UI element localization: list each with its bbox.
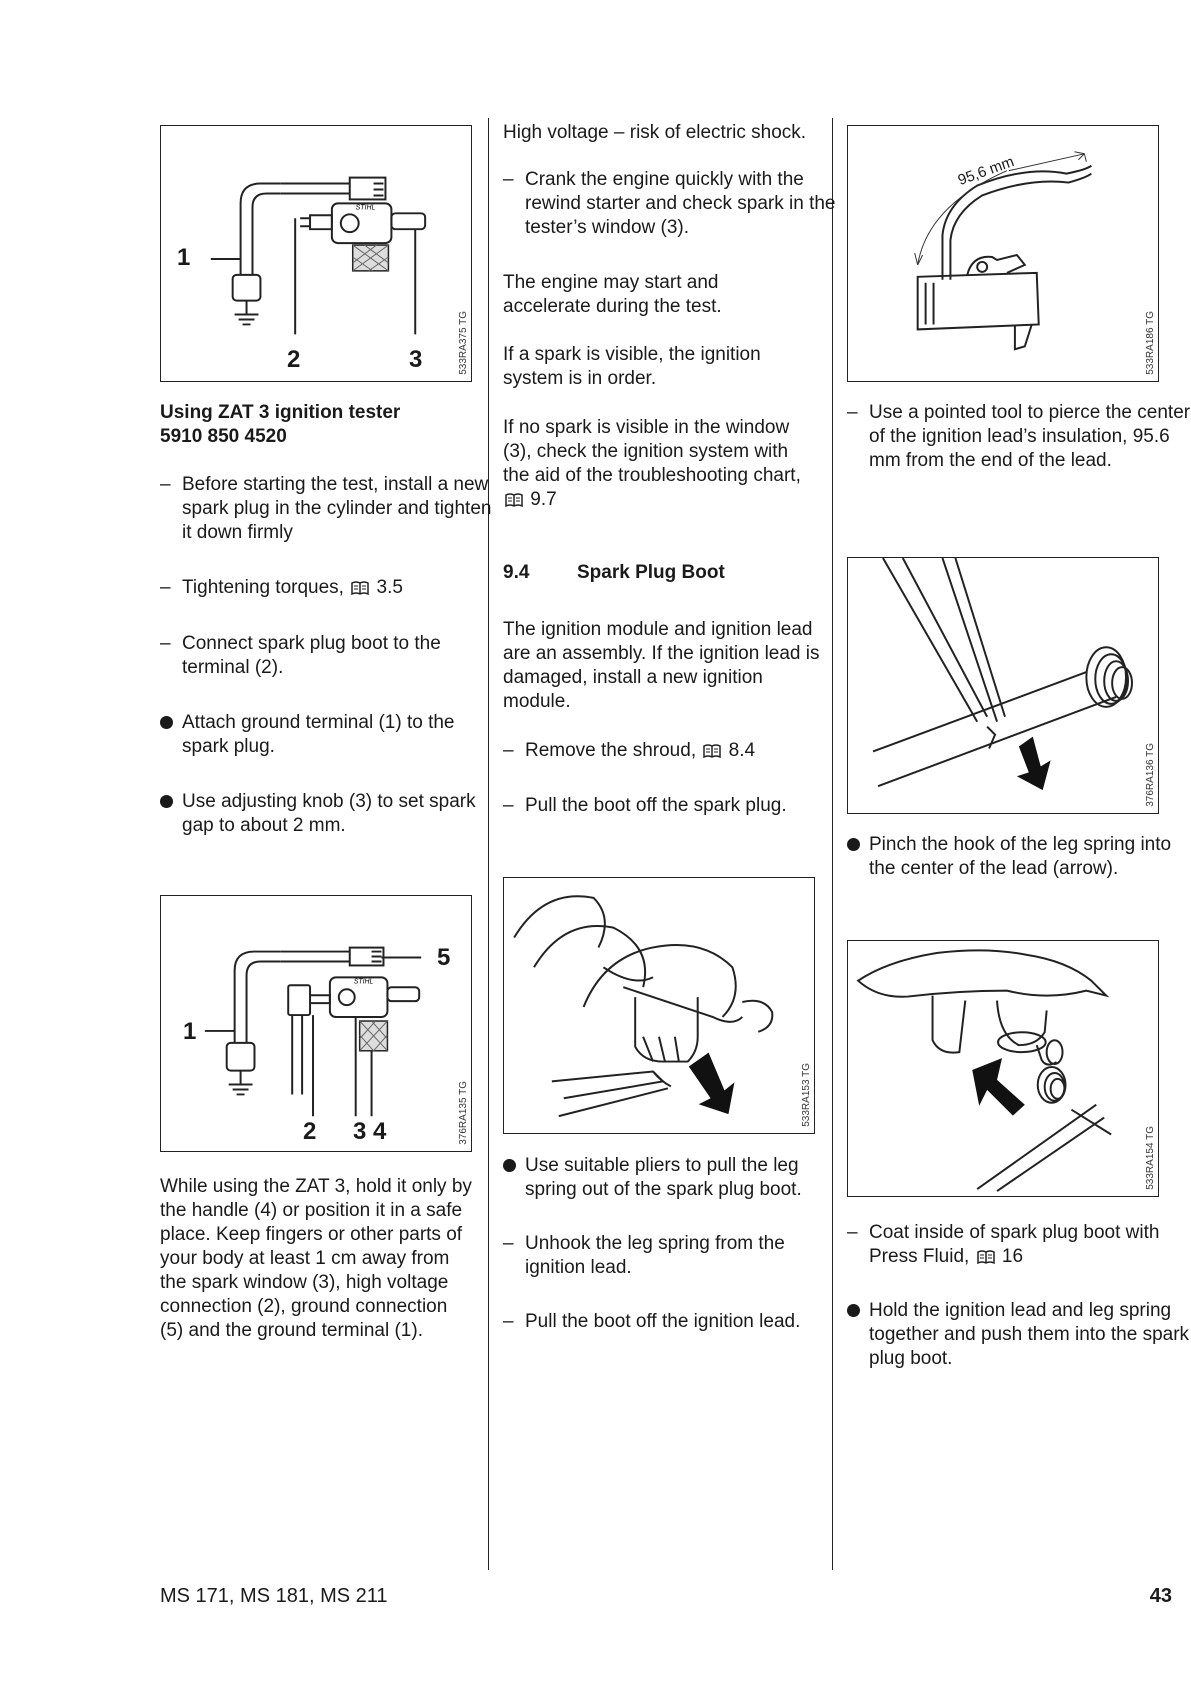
item-text: Pull the boot off the ignition lead. bbox=[525, 1311, 801, 1332]
instruction-item bbox=[847, 1221, 1191, 1269]
reference-number: 9.7 bbox=[530, 489, 557, 510]
zat3-handle-illustration bbox=[161, 896, 471, 1151]
figure-code: 376RA136 TG bbox=[1145, 743, 1156, 807]
instruction-item bbox=[160, 632, 497, 680]
instruction-item bbox=[847, 401, 1191, 473]
leg-spring-hook-illustration bbox=[848, 558, 1158, 813]
bullet-marker bbox=[847, 833, 860, 858]
callout-3: 3 bbox=[409, 346, 423, 373]
reference-number: 8.4 bbox=[728, 740, 756, 761]
item-text: Crank the engine quickly with the rewind starter and check spark in the tester’s window (3). bbox=[525, 169, 836, 238]
item-text: Hold the ignition lead and leg spring together and push them into the spark plug boot. bbox=[869, 1300, 1190, 1369]
book-reference-icon bbox=[703, 744, 721, 758]
figure-code: 533RA154 TG bbox=[1145, 1126, 1156, 1190]
figure-pliers-boot bbox=[503, 877, 815, 1134]
dash-marker: – bbox=[847, 1222, 858, 1243]
paragraph-text: If no spark is visible in the window (3), check the ignition system with the aid of the troubleshooting chart, bbox=[503, 417, 801, 486]
page-number: 43 bbox=[1149, 1585, 1172, 1607]
bullet-marker bbox=[503, 1154, 516, 1179]
callout-2: 2 bbox=[287, 346, 301, 373]
bullet-marker bbox=[160, 790, 173, 815]
item-text: Use a pointed tool to pierce the center of the ignition lead’s insulation, 95.6 mm from the end of the lead. bbox=[869, 402, 1191, 471]
shock-warning: High voltage – risk of electric shock. bbox=[503, 122, 807, 143]
figure-code: 376RA135 TG bbox=[458, 1081, 469, 1145]
reference-number: 3.5 bbox=[376, 577, 403, 598]
callout-5: 5 bbox=[437, 944, 451, 971]
svg-text:STIHL: STIHL bbox=[353, 978, 374, 986]
svg-text:.: . bbox=[692, 1086, 694, 1088]
book-reference-icon bbox=[977, 1250, 995, 1264]
footer-models: MS 171, MS 181, MS 211 bbox=[160, 1585, 388, 1607]
item-text: Remove the shroud, bbox=[525, 740, 697, 761]
dash-marker: – bbox=[503, 795, 514, 816]
item-text: Before starting the test, install a new spark plug in the cylinder and tighten it down firmly bbox=[182, 474, 492, 543]
tester-heading bbox=[160, 401, 475, 449]
figure-zat3-tester bbox=[160, 125, 472, 382]
reference-number: 16 bbox=[1001, 1246, 1024, 1267]
book-reference-icon bbox=[351, 581, 369, 595]
instruction-item bbox=[160, 790, 497, 838]
figure-code: 533RA186 TG bbox=[1145, 311, 1156, 375]
bullet-marker bbox=[160, 711, 173, 736]
section-heading bbox=[503, 561, 823, 585]
heading-line-2: 5910 850 4520 bbox=[160, 426, 287, 447]
item-text: Tightening torques, bbox=[182, 577, 344, 598]
callout-1: 1 bbox=[183, 1018, 197, 1045]
svg-text:STIHL: STIHL bbox=[355, 204, 376, 212]
figure-code: 533RA153 TG bbox=[801, 1063, 812, 1127]
callout-1: 1 bbox=[177, 244, 191, 271]
item-text: Unhook the leg spring from the ignition lead. bbox=[525, 1233, 785, 1278]
heading-line-1: Using ZAT 3 ignition tester bbox=[160, 402, 401, 423]
figure-insert-spring bbox=[847, 940, 1159, 1197]
callout-3-4: 3 4 bbox=[353, 1118, 387, 1145]
figure-code: 533RA375 TG bbox=[458, 311, 469, 375]
callout-2: 2 bbox=[303, 1118, 317, 1145]
item-text: Attach ground terminal (1) to the spark plug. bbox=[182, 712, 455, 757]
column-rule-right bbox=[832, 118, 833, 1570]
figure-zat3-handle bbox=[160, 895, 472, 1152]
dash-marker: – bbox=[160, 633, 171, 654]
instruction-item bbox=[503, 739, 845, 763]
item-text: Use suitable pliers to pull the leg spring out of the spark plug boot. bbox=[525, 1155, 802, 1200]
safety-paragraph: While using the ZAT 3, hold it only by the handle (4) or position it in a safe place. Keep fingers or other parts of your body at least 1 cm away from the spark window (3), high voltage connection (2), ground connection (5) and the ground terminal (1). bbox=[160, 1176, 472, 1341]
instruction-item bbox=[847, 833, 1191, 881]
item-text: Use adjusting knob (3) to set spark gap to about 2 mm. bbox=[182, 791, 476, 836]
dimension-label: 95,6 mm bbox=[955, 153, 1017, 190]
paragraph: If a spark is visible, the ignition system is in order. bbox=[503, 344, 761, 389]
item-text: Coat inside of spark plug boot with Press Fluid, bbox=[869, 1222, 1160, 1267]
instruction-item bbox=[503, 1232, 845, 1280]
dash-marker: – bbox=[160, 577, 171, 598]
figure-ignition-lead-length bbox=[847, 125, 1159, 382]
instruction-item bbox=[503, 1154, 850, 1202]
instruction-item bbox=[847, 1299, 1191, 1371]
instruction-item bbox=[503, 168, 845, 240]
instruction-item bbox=[160, 711, 497, 759]
column-rule-left bbox=[488, 118, 489, 1570]
dash-marker: – bbox=[503, 1311, 514, 1332]
bullet-marker bbox=[847, 1299, 860, 1324]
dash-marker: – bbox=[503, 1233, 514, 1254]
section-title: Spark Plug Boot bbox=[577, 562, 725, 583]
instruction-item bbox=[160, 576, 497, 600]
dash-marker: – bbox=[503, 740, 514, 761]
item-text: Pull the boot off the spark plug. bbox=[525, 795, 787, 816]
item-text: Connect spark plug boot to the terminal (2). bbox=[182, 633, 441, 678]
dash-marker: – bbox=[503, 169, 514, 190]
paragraph: The engine may start and accelerate during the test. bbox=[503, 272, 722, 317]
pliers-boot-illustration bbox=[504, 878, 814, 1133]
insert-spring-illustration bbox=[848, 941, 1158, 1196]
instruction-item bbox=[503, 794, 845, 818]
book-reference-icon bbox=[505, 493, 523, 507]
instruction-item bbox=[503, 1310, 845, 1334]
paragraph bbox=[503, 416, 813, 512]
item-text: Pinch the hook of the leg spring into the center of the lead (arrow). bbox=[869, 834, 1172, 879]
dash-marker: – bbox=[847, 402, 858, 423]
figure-leg-spring-hook bbox=[847, 557, 1159, 814]
section-number: 9.4 bbox=[503, 562, 530, 583]
instruction-item bbox=[160, 473, 497, 545]
zat3-tester-illustration bbox=[161, 126, 471, 381]
paragraph: The ignition module and ignition lead are an assembly. If the ignition lead is damaged, install a new ignition module. bbox=[503, 619, 820, 712]
dash-marker: – bbox=[160, 474, 171, 495]
